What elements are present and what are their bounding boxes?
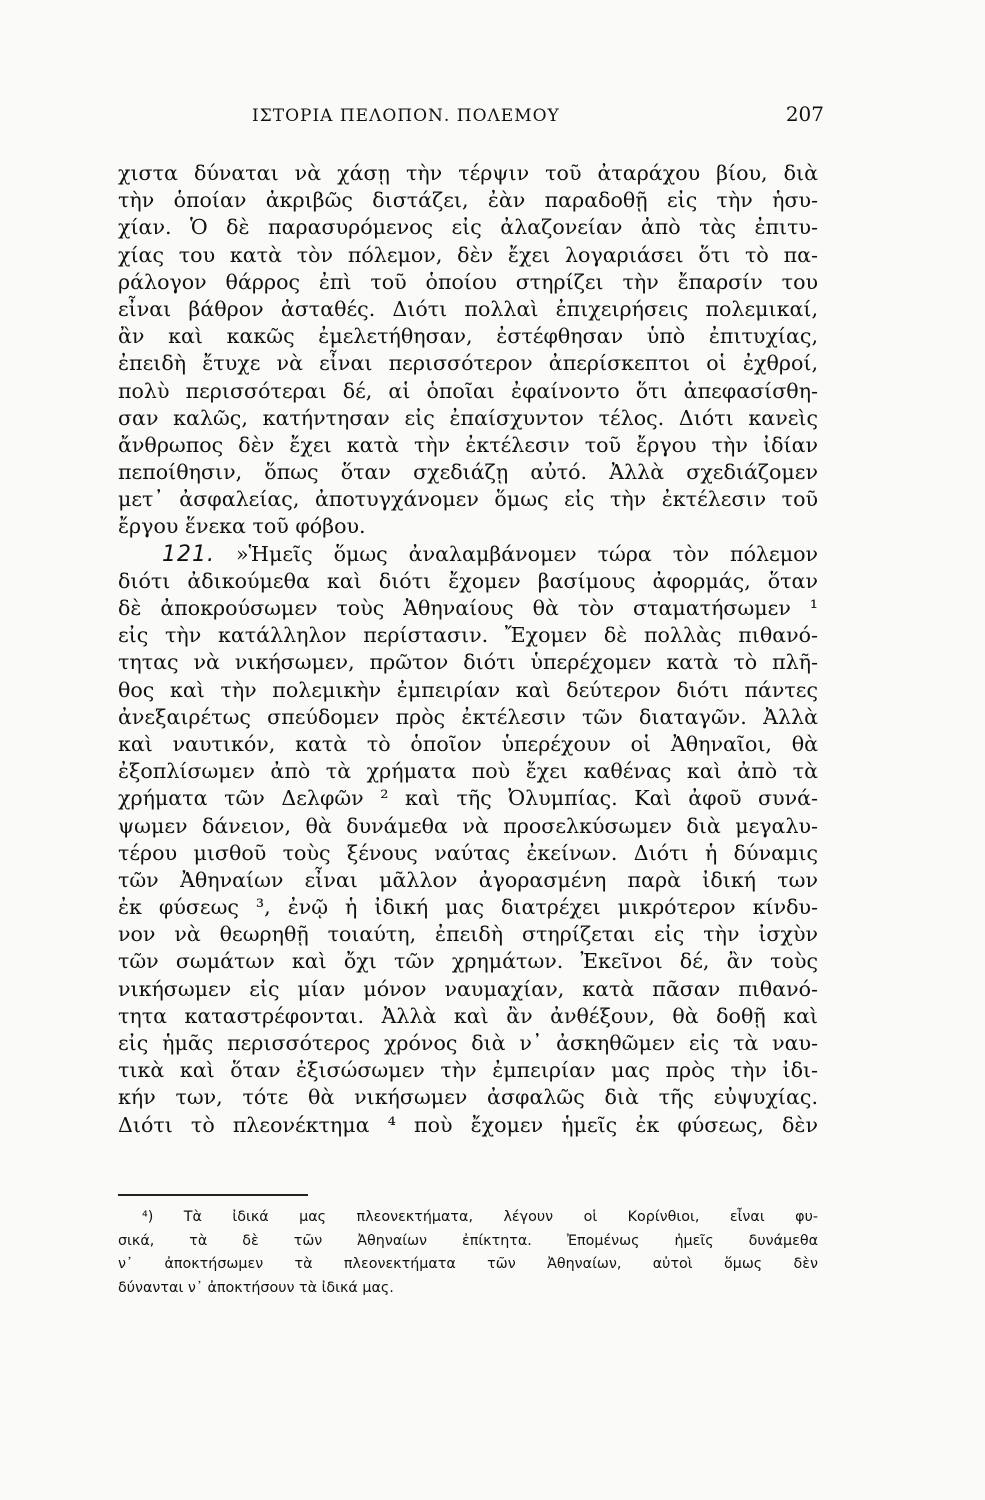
text-line: τὴν ὁποίαν ἀκριβῶς διστάζει, ἐὰν παραδοθῇ εἰς τὴν ἡσυ- (118, 188, 818, 213)
text-line: χίας του κατὰ τὸν πόλεμον, δὲν ἔχει λογαριάσει ὅτι τὸ πα- (118, 242, 818, 267)
text-line: τικὰ καὶ ὅταν ἐξισώσωμεν τὴν ἐμπειρίαν μας πρὸς τὴν ἰδι- (118, 1058, 818, 1083)
footnote-line: ⁴) Τὰ ἰδικά μας πλεονεκτήματα, λέγουν οἱ Κορίνθιοι, εἶναι φυ- (142, 1209, 818, 1225)
text-line: διότι ἀδικούμεθα καὶ διότι ἔχομεν βασίμους ἀφορμάς, ὅταν (118, 568, 818, 593)
text-line: τητας νὰ νικήσωμεν, πρῶτον διότι ὑπερέχομεν κατὰ τὸ πλῆ- (118, 650, 818, 675)
text-line: Διότι τὸ πλεονέκτημα ⁴ ποὺ ἔχομεν ἡμεῖς ἐκ φύσεως, δὲν (118, 1112, 818, 1137)
page-number: 207 (785, 102, 824, 126)
text-line: ἄνθρωπος δὲν ἔχει κατὰ τὴν ἐκτέλεσιν τοῦ ἔργου τὴν ἰδίαν (118, 432, 818, 457)
text-line: χρήματα τῶν Δελφῶν ² καὶ τῆς Ὀλυμπίας. Καὶ ἀφοῦ συνά- (118, 786, 818, 811)
text-line: θος καὶ τὴν πολεμικὴν ἐμπειρίαν καὶ δεύτερον διότι πάντες (118, 677, 818, 702)
text-line: εἶναι βάθρον ἀσταθές. Διότι πολλαὶ ἐπιχειρήσεις πολεμικαί, (118, 296, 818, 321)
section-opening-text: »Ἡμεῖς ὅμως ἀναλαμβάνομεν τώρα τὸν πόλεμον (235, 541, 819, 566)
text-line: ἐξοπλίσωμεν ἀπὸ τὰ χρήματα ποὺ ἔχει καθένας καὶ ἀπὸ τὰ (118, 759, 818, 784)
text-line: πολὺ περισσότεραι δέ, αἱ ὁποῖαι ἐφαίνοντο ὅτι ἀπεφασίσθη- (118, 378, 818, 403)
text-line: χιστα δύναται νὰ χάσῃ τὴν τέρψιν τοῦ ἀταράχου βίου, διὰ (118, 161, 818, 185)
text-line: ράλογον θάρρος ἐπὶ τοῦ ὁποίου στηρίζει τὴν ἔπαρσίν του (118, 269, 818, 294)
text-line: εἰς ἡμᾶς περισσότερος χρόνος διὰ ν᾽ ἀσκηθῶμεν εἰς τὰ ναυ- (118, 1031, 818, 1055)
main-text (118, 160, 818, 1139)
text-line: καὶ ναυτικόν, κατὰ τὸ ὁποῖον ὑπερέχουν οἱ Ἀθηναῖοι, θὰ (118, 731, 818, 756)
text-line: ἀνεξαιρέτως σπεύδομεν πρὸς ἐκτέλεσιν τῶν διαταγῶν. Ἀλλὰ (118, 704, 818, 729)
footnote-divider (118, 1194, 308, 1196)
text-line: ἂν καὶ κακῶς ἐμελετήθησαν, ἐστέφθησαν ὑπὸ ἐπιτυχίας, (118, 324, 818, 349)
text-line: ἔργου ἕνεκα τοῦ φόβου. (118, 514, 366, 539)
footnote-line: δύνανται ν᾽ ἀποκτήσουν τὰ ἰδικά μας. (118, 1279, 394, 1296)
page-header (252, 102, 824, 132)
footnotes (118, 1206, 818, 1300)
footnote-line: σικά, τὰ δὲ τῶν Ἀθηναίων ἐπίκτητα. Ἐπομένως ἡμεῖς δυνάμεθα (118, 1232, 818, 1249)
text-line: νον νὰ θεωρηθῇ τοιαύτη, ἐπειδὴ στηρίζεται εἰς τὴν ἰσχὺν (118, 922, 818, 947)
footnote-line: ν᾽ ἀποκτήσωμεν τὰ πλεονεκτήματα τῶν Ἀθηναίων, αὐτοὶ ὅμως δὲν (118, 1256, 818, 1272)
section-number: 121. (162, 541, 215, 567)
text-line: εἰς τὴν κατάλληλον περίστασιν. Ἔχομεν δὲ πολλὰς πιθανό- (118, 623, 818, 648)
text-line: δὲ ἀποκρούσωμεν τοὺς Ἀθηναίους θὰ τὸν σταματήσωμεν ¹ (118, 596, 818, 620)
text-line: χίαν. Ὁ δὲ παρασυρόμενος εἰς ἀλαζονείαν ἀπὸ τὰς ἐπιτυ- (118, 215, 818, 240)
text-line: τητα καταστρέφονται. Ἀλλὰ καὶ ἂν ἀνθέξουν, θὰ δοθῇ καὶ (118, 1003, 818, 1028)
text-line: ἐκ φύσεως ³, ἐνῷ ἡ ἰδική μας διατρέχει μικρότερον κίνδυ- (118, 895, 818, 920)
section-first-line (118, 541, 818, 568)
text-line: τέρου μισθοῦ τοὺς ξένους ναύτας ἐκείνων. Διότι ἡ δύναμις (118, 840, 818, 865)
text-line: μετ᾽ ἀσφαλείας, ἀποτυγχάνομεν ὅμως εἰς τὴν ἐκτέλεσιν τοῦ (118, 487, 818, 512)
text-line: τῶν Ἀθηναίων εἶναι μᾶλλον ἀγορασμένη παρὰ ἰδική των (118, 867, 818, 892)
text-line: σαν καλῶς, κατήντησαν εἰς ἐπαίσχυντον τέλος. Διότι κανεὶς (118, 405, 818, 430)
running-title: ΙΣΤΟΡΙΑ ΠΕΛΟΠΟΝ. ΠΟΛΕΜΟΥ (252, 106, 560, 126)
text-line: νικήσωμεν εἰς μίαν μόνον ναυμαχίαν, κατὰ πᾶσαν πιθανό- (118, 976, 818, 1001)
text-line: πεποίθησιν, ὅπως ὅταν σχεδιάζῃ αὐτό. Ἀλλὰ σχεδιάζομεν (118, 460, 818, 485)
text-line: ψωμεν δάνειον, θὰ δυνάμεθα νὰ προσελκύσωμεν διὰ μεγαλυ- (118, 813, 818, 838)
text-line: ἐπειδὴ ἔτυχε νὰ εἶναι περισσότερον ἀπερίσκεπτοι οἱ ἐχθροί, (118, 351, 818, 376)
text-line: κήν των, τότε θὰ νικήσωμεν ἀσφαλῶς διὰ τῆς εὐψυχίας. (118, 1085, 818, 1110)
text-line: τῶν σωμάτων καὶ ὄχι τῶν χρημάτων. Ἐκεῖνοι δέ, ἂν τοὺς (118, 949, 818, 974)
